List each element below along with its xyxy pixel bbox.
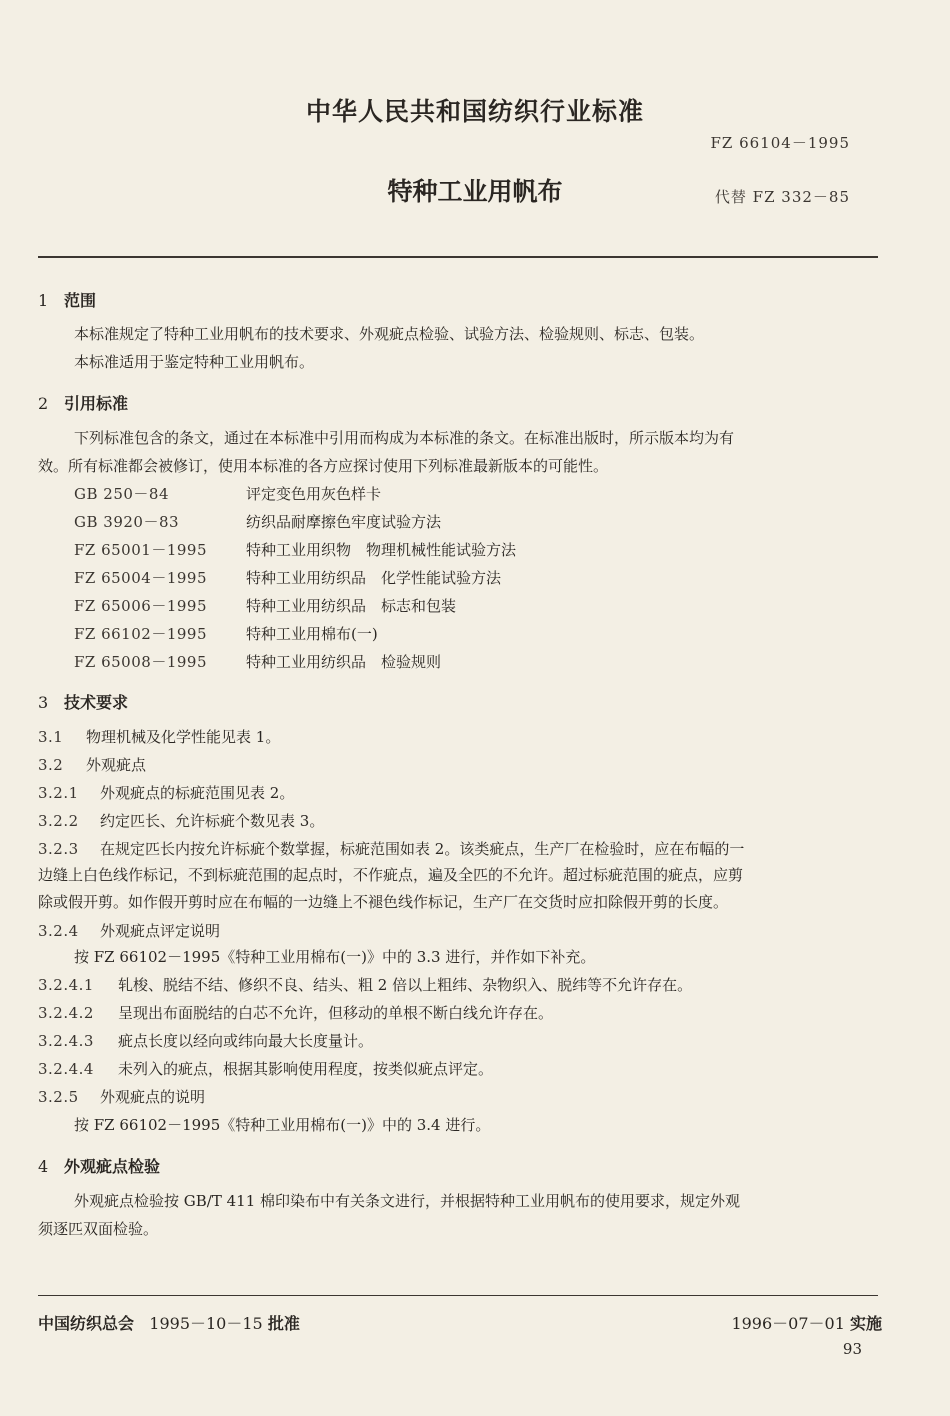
clause-3-2-1	[38, 782, 294, 803]
replaces-standard: 代替 FZ 332－85	[714, 188, 850, 206]
clause-3-2-4-3	[38, 1030, 373, 1051]
clause-text: 外观疵点	[86, 756, 147, 774]
reference-code: FZ 65001－1995	[74, 541, 207, 559]
approval-date: 1995－10－15	[149, 1314, 263, 1333]
clause-number: 3.2.4	[38, 922, 79, 940]
paragraph-line: 边缝上白色线作标记，不到标疵范围的起点时，不作疵点，遍及全匹的不允许。超过标疵范围的疵点，应剪	[38, 866, 744, 884]
reference-title: 特种工业用纺织品 化学性能试验方法	[246, 569, 502, 587]
clause-number: 3.2.1	[38, 784, 79, 802]
reference-code: FZ 65006－1995	[74, 597, 207, 615]
section-number: 3	[38, 693, 49, 712]
section-number: 4	[38, 1157, 49, 1176]
clause-3-2-4-2	[38, 1002, 553, 1023]
document-title: 特种工业用帆布	[387, 177, 563, 206]
implementation-line	[731, 1311, 882, 1334]
clause-3-2-4	[38, 920, 220, 941]
standard-number: FZ 66104－1995	[710, 134, 850, 152]
section-2-heading	[38, 391, 128, 414]
clause-text: 外观疵点的说明	[100, 1088, 206, 1106]
clause-3-2-3	[38, 838, 744, 859]
reference-code: GB 3920－83	[74, 513, 180, 531]
approval-label: 批准	[267, 1314, 300, 1333]
section-number: 2	[38, 394, 49, 413]
clause-number: 3.2.4.1	[38, 976, 94, 994]
reference-title: 评定变色用灰色样卡	[246, 485, 382, 503]
clause-number: 3.2.4.4	[38, 1060, 94, 1078]
approval-line	[38, 1311, 300, 1334]
clause-text: 外观疵点评定说明	[100, 922, 221, 940]
clause-text: 未列入的疵点，根据其影响使用程度，按类似疵点评定。	[118, 1060, 494, 1078]
reference-code: GB 250－84	[74, 485, 169, 503]
paragraph: 按 FZ 66102－1995《特种工业用棉布(一)》中的 3.4 进行。	[74, 1116, 491, 1134]
clause-text: 外观疵点的标疵范围见表 2。	[100, 784, 295, 802]
clause-text: 呈现出布面脱结的白芯不允许，但移动的单根不断白线允许存在。	[118, 1004, 554, 1022]
footer-divider	[38, 1295, 878, 1296]
paragraph-line: 外观疵点检验按 GB/T 411 棉印染布中有关条文进行，并根据特种工业用帆布的使用要求，规定外观	[74, 1192, 741, 1210]
paragraph-line: 效。所有标准都会被修订，使用本标准的各方应探讨使用下列标准最新版本的可能性。	[38, 457, 609, 475]
section-title: 技术要求	[64, 693, 129, 712]
page-number: 93	[842, 1340, 862, 1358]
clause-number: 3.2.2	[38, 812, 79, 830]
clause-3-2-4-1	[38, 974, 692, 995]
reference-title: 特种工业用纺织品 标志和包装	[246, 597, 457, 615]
section-title: 范围	[64, 291, 97, 310]
reference-title: 特种工业用棉布(一)	[246, 625, 378, 643]
paragraph-line: 须逐匹双面检验。	[38, 1220, 159, 1238]
clause-number: 3.2.3	[38, 840, 79, 858]
clause-text: 约定匹长、允许标疵个数见表 3。	[100, 812, 325, 830]
reference-title: 纺织品耐摩擦色牢度试验方法	[246, 513, 442, 531]
clause-text: 疵点长度以经向或纬向最大长度量计。	[118, 1032, 374, 1050]
standard-category-heading: 中华人民共和国纺织行业标准	[305, 97, 644, 126]
clause-3-2-4-4	[38, 1058, 493, 1079]
reference-code: FZ 65008－1995	[74, 653, 207, 671]
section-1-heading	[38, 288, 96, 311]
paragraph: 本标准适用于鉴定特种工业用帆布。	[74, 353, 315, 371]
reference-code: FZ 66102－1995	[74, 625, 207, 643]
paragraph-line: 下列标准包含的条文，通过在本标准中引用而构成为本标准的条文。在标准出版时，所示版本均为有	[74, 429, 735, 447]
paragraph-line: 除或假开剪。如作假开剪时应在布幅的一边缝上不褪色线作标记，生产厂在交货时应扣除假开剪的长度。	[38, 893, 729, 911]
clause-number: 3.2.4.2	[38, 1004, 94, 1022]
reference-title: 特种工业用织物 物理机械性能试验方法	[246, 541, 517, 559]
section-title: 引用标准	[64, 394, 129, 413]
clause-3-2	[38, 754, 146, 775]
clause-3-2-2	[38, 810, 324, 831]
paragraph: 按 FZ 66102－1995《特种工业用棉布(一)》中的 3.3 进行，并作如下补充。	[74, 948, 596, 966]
clause-number: 3.1	[38, 728, 64, 746]
clause-number: 3.2.5	[38, 1088, 79, 1106]
implementation-label: 实施	[849, 1314, 882, 1333]
reference-title: 特种工业用纺织品 检验规则	[246, 653, 442, 671]
clause-text: 在规定匹长内按允许标疵个数掌握，标疵范围如表 2。该类疵点，生产厂在检验时，应在布幅的一	[100, 840, 745, 858]
section-title: 外观疵点检验	[64, 1157, 161, 1176]
clause-number: 3.2	[38, 756, 64, 774]
reference-code: FZ 65004－1995	[74, 569, 207, 587]
header-divider	[38, 256, 878, 258]
section-number: 1	[38, 291, 49, 310]
clause-text: 轧梭、脱结不结、修织不良、结头、粗 2 倍以上粗纬、杂物织入、脱纬等不允许存在。	[118, 976, 693, 994]
section-4-heading	[38, 1154, 160, 1177]
paragraph: 本标准规定了特种工业用帆布的技术要求、外观疵点检验、试验方法、检验规则、标志、包装。	[74, 325, 705, 343]
clause-number: 3.2.4.3	[38, 1032, 94, 1050]
implementation-date: 1996－07－01	[731, 1314, 845, 1333]
clause-3-1	[38, 726, 280, 747]
clause-3-2-5	[38, 1086, 205, 1107]
issuing-body: 中国纺织总会	[38, 1314, 135, 1333]
section-3-heading	[38, 690, 128, 713]
clause-text: 物理机械及化学性能见表 1。	[86, 728, 281, 746]
